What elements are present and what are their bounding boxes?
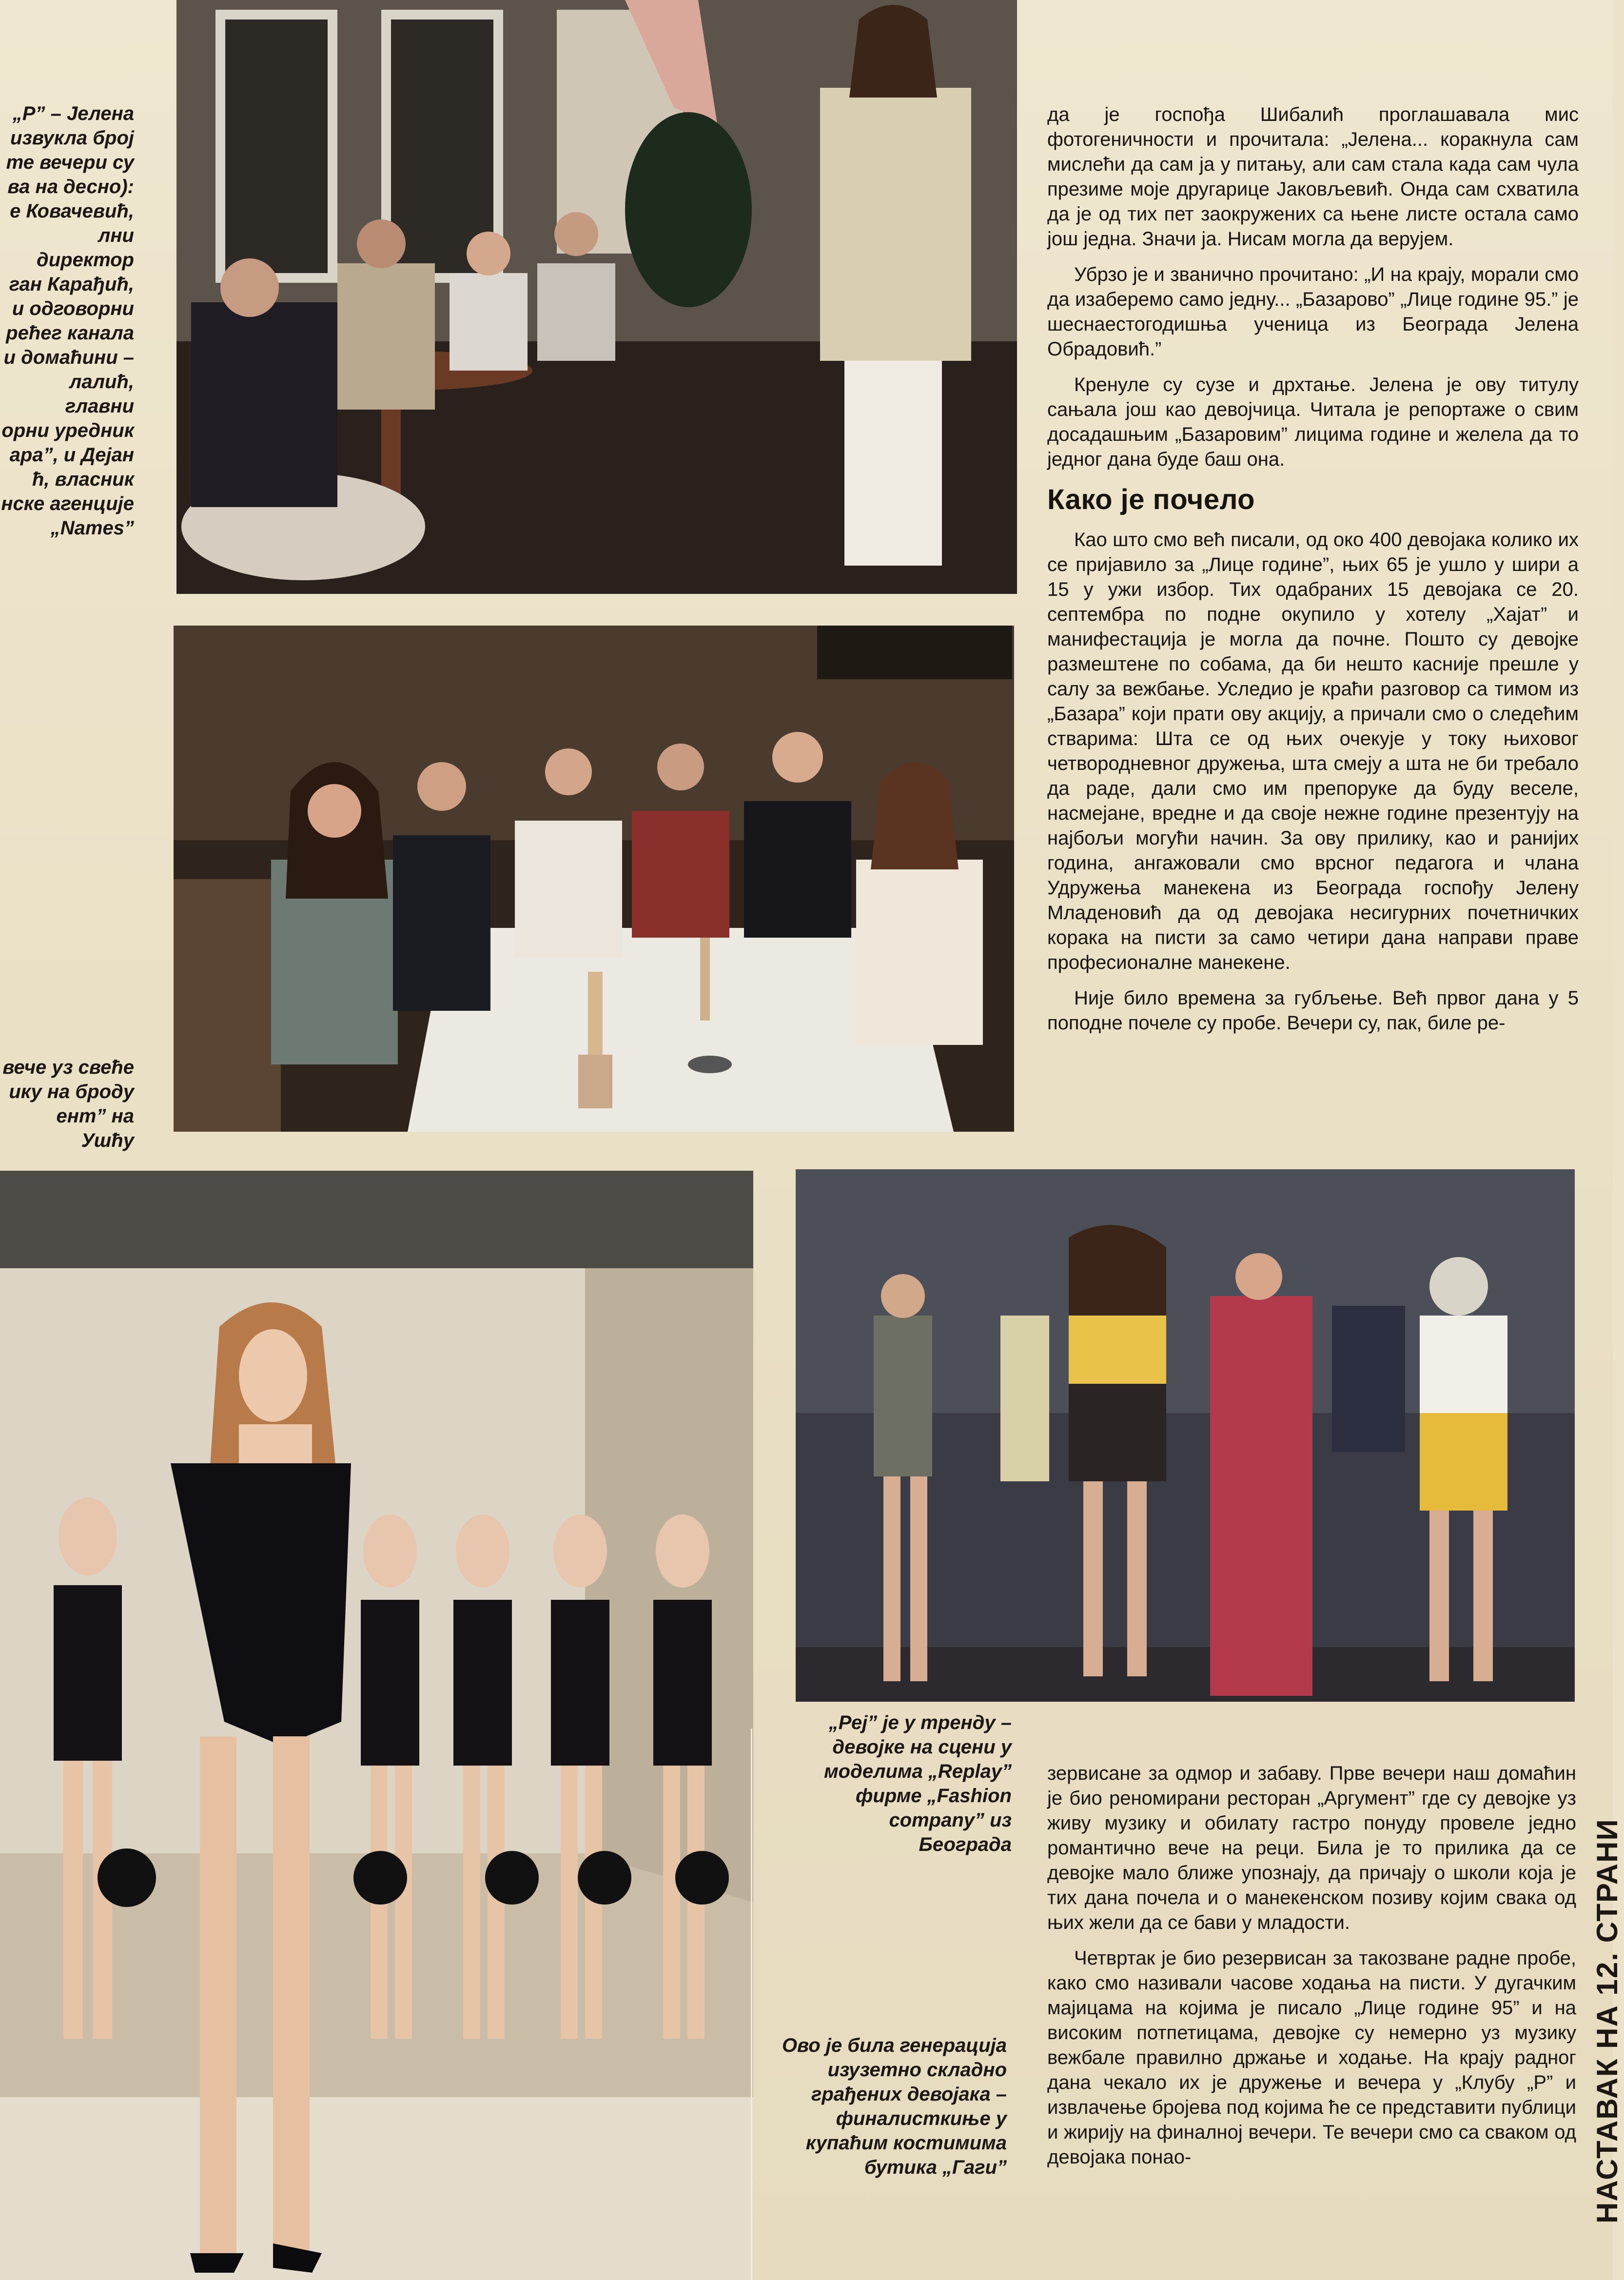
article-column-bottom <box>1047 1761 1576 2181</box>
paragraph: Четвртак је био резервисан за такозване радне пробе, како смо називали часове ходања на писти. У дугачким мајицама на којима је писало „Лице године 95” и на високим потпетицама, девојке су немерно уз музику вежбале правилно држање и ходање. На крају радног дана чекало их је дружење и вечера у „Клубу „Р” и извлачење бројева под којима ће се представити публици и жирију на финалној вечери. Те вечери смо са сваком од девојака понао- <box>1047 1947 1576 2168</box>
paragraph: Убрзо је и званично прочитано: „И на крају, морали смо да изаберемо само једну... „Базарово” „Лице године 95.” је шеснаестогодишња ученица из Београда Јелена Обрадовић.” <box>1047 264 1579 360</box>
caption-replay: „Реј” је у тренду – девојке на сцени у моделима „Replay” фирме „Fashion company” из Београда <box>824 1712 1012 1855</box>
caption-swimsuits: Ово је била генерација изузетно складно грађених девојака – финалисткиње у купаћим костимима бутика „Гаги” <box>782 2035 1007 2178</box>
paragraph: зервисане за одмор и забаву. Прве вечери наш домаћин је био реномирани ресторан „Аргумент” где су девојке уз живу музику и обилату гастро понуду провеле једно романтично вече на реци. Била је то прилика да се девојке мало ближе упознају, да причају о школи која је тих дана почела и о манекенском позиву којим свака од њих жели да се бави у младости. <box>1047 1763 1576 1933</box>
caption-meeting: „Р” – Јелена извукла број те вечери су ва на десно): е Ковачевић, лни директор ган Карађић, и одговорни рећег канала и домаћини – лалић, главни орни уредник ара”, и Дејан ћ, власник нске агенције „Names” <box>1 103 134 539</box>
paragraph: да је госпођа Шибалић проглашавала мис фотогеничности и прочитала: „Јелена... коракнула сам мислећи да сам ја у питању, али сам стала када сам чула презиме моје другарице Јаковљевић. Онда сам схватила да је од тих пет заокружених са њене листе остала само још једна. Значи ја. Нисам могла да верујем. <box>1047 104 1579 250</box>
article-column-top <box>1047 102 1579 1046</box>
photo-dinner <box>174 626 1014 1132</box>
photo-meeting <box>176 0 1017 594</box>
photo-swimsuits <box>0 1171 753 2280</box>
gutter <box>751 1729 752 2280</box>
paragraph: Није било времена за губљење. Већ првог дана у 5 поподне почеле су пробе. Вечери су, пак, биле ре- <box>1047 987 1579 1034</box>
paragraph: Као што смо већ писали, од око 400 девојака колико их се пријавило за „Лице године”, њих 65 је ушло у шири а 15 у ужи избор. Тих одабраних 15 девојака се 20. септембра по подне окупило у хотелу „Хајат” и манифестација је могла да почне. Пошто су девојке размештене по собама, да би нешто касније прешле у салу за вежбање. Уследио је краћи разговор са тимом из „Базара” који прати ову акцију, а причали смо о следећим стварима: Шта се од њих очекује у току њиховог четвородневног дружења, шта смеју а шта не би требало да раде, дали смо им препоруке да буду веселе, насмејане, вредне и да своје нежне године презентују на најбољи могући начин. За ову прилику, као и ранијих година, ангажовали смо врсног педагога и члана Удружења манекена из Београда госпођу Јелену Младеновић да од девојака несигурних почетничких корака на писти за само четири дана направи праве професионалне манекене. <box>1047 529 1579 973</box>
photo-replay-stage <box>796 1169 1575 1702</box>
paragraph: Кренуле су сузе и дрхтање. Јелена је ову титулу сањала још као девојчица. Читала је репортаже о свим досадашњим „Базаровим” лицима године и желела да то једног дана буде баш она. <box>1047 374 1579 470</box>
section-heading: Како је почело <box>1047 484 1255 515</box>
caption-dinner: вече уз свеће ику на броду ент” на Ушћу <box>2 1057 134 1151</box>
continuation-label: НАСТАВАК НА 12. СТРАНИ <box>1591 1818 1624 2223</box>
